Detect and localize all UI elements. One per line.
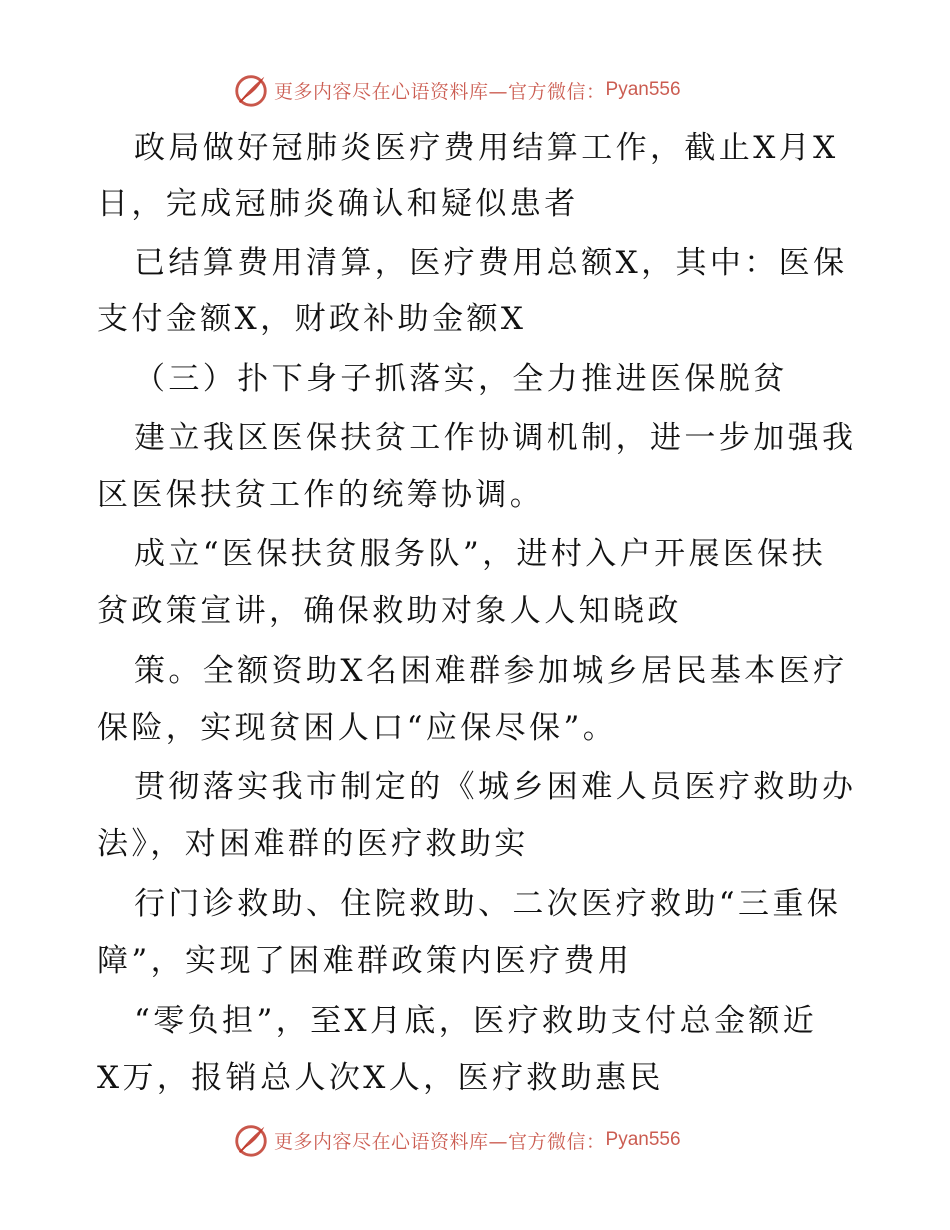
text-line: 政局做好冠肺炎医疗费用结算工作，截止X月X bbox=[134, 130, 839, 166]
watermark-handle: Pyan556 bbox=[605, 1129, 681, 1150]
text-line: 行门诊救助、住院救助、二次医疗救助“三重保 bbox=[134, 886, 842, 922]
text-line: 贯彻落实我市制定的《城乡困难人员医疗救助办 bbox=[134, 769, 856, 805]
text-line: 障”，实现了困难群政策内医疗费用 bbox=[97, 943, 633, 979]
text-line: 已结算费用清算，医疗费用总额X，其中：医保 bbox=[134, 245, 848, 281]
text-line: 策。全额资助X名困难群参加城乡居民基本医疗 bbox=[134, 653, 848, 689]
text-line: 区医保扶贫工作的统筹协调。 bbox=[97, 477, 545, 513]
feather-logo-icon bbox=[232, 1121, 270, 1159]
footer-watermark bbox=[232, 1120, 681, 1160]
text-line: 建立我区医保扶贫工作协调机制，进一步加强我 bbox=[134, 420, 856, 456]
text-line: X万，报销总人次X人，医疗救助惠民 bbox=[97, 1060, 664, 1096]
watermark-handle: Pyan556 bbox=[605, 79, 681, 100]
text-line: 日，完成冠肺炎确认和疑似患者 bbox=[97, 186, 579, 222]
text-line: 保险，实现贫困人口“应保尽保”。 bbox=[97, 710, 618, 746]
text-line: （三）扑下身子抓落实，全力推进医保脱贫 bbox=[134, 361, 788, 397]
text-line: 法》，对困难群的医疗救助实 bbox=[97, 826, 529, 862]
text-line: 支付金额X，财政补助金额X bbox=[97, 301, 527, 337]
text-line: 成立“医保扶贫服务队”，进村入户开展医保扶 bbox=[134, 536, 827, 572]
watermark-text: 更多内容尽在心语资料库—官方微信： bbox=[274, 1130, 606, 1153]
text-line: “零负担”，至X月底，医疗救助支付总金额近 bbox=[134, 1003, 818, 1039]
text-line: 贫政策宣讲，确保救助对象人人知晓政 bbox=[97, 593, 682, 629]
watermark-text: 更多内容尽在心语资料库—官方微信： bbox=[274, 80, 606, 103]
